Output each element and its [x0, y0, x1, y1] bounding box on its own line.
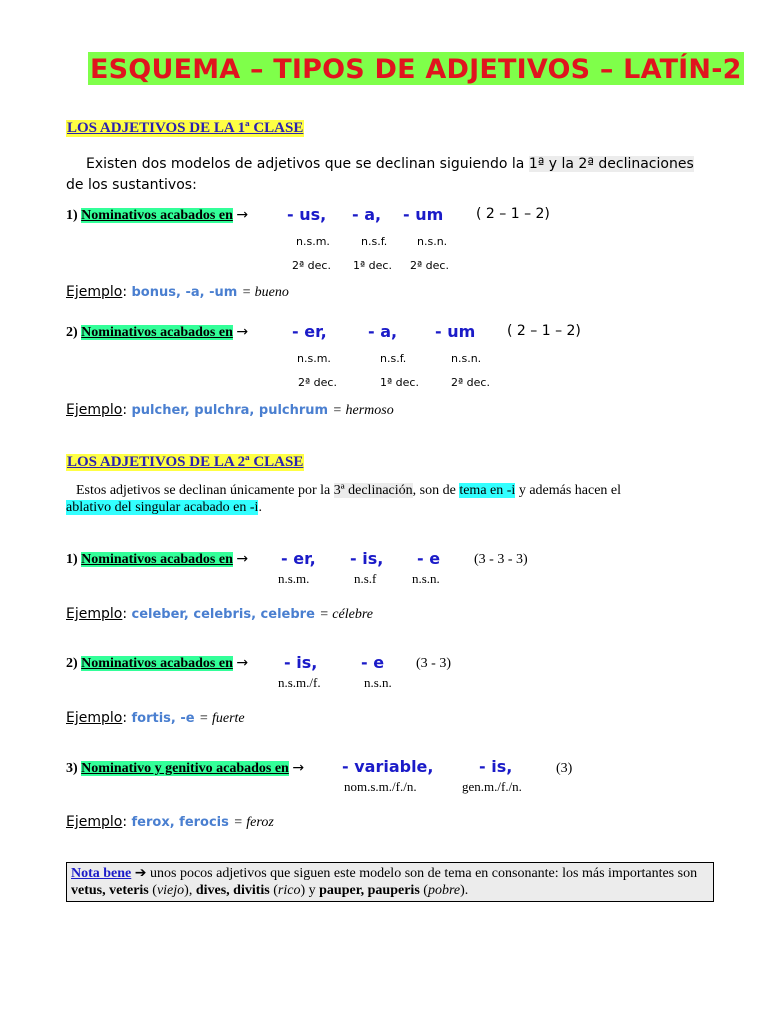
ending: - um	[435, 322, 476, 341]
declension-ratio: ( 2 – 1 – 2)	[507, 323, 581, 339]
ending: - er,	[292, 322, 327, 341]
model-label: Nominativos acabados en	[81, 552, 233, 567]
ending: - us,	[287, 205, 327, 224]
case-label: n.s.n.	[412, 571, 440, 586]
intro-text: Existen dos modelos de adjetivos que se declinan siguiendo la	[86, 156, 529, 172]
arrow-icon: →	[236, 207, 249, 223]
nota-meaning: rico	[277, 883, 301, 898]
model-1-2-label	[66, 324, 248, 341]
nota-meaning: pobre	[427, 883, 461, 898]
declension-ratio: ( 2 – 1 – 2)	[476, 206, 550, 222]
nota-bene-box: Nota bene ➔ unos pocos adjetivos que siguen este modelo son de tema en consonante: los más importantes son vetus, veteris (viejo), dives, divitis (rico) y pauper, pauperis (pobre).	[66, 862, 714, 902]
model-number: 2)	[66, 325, 78, 340]
declension-label: 1ª dec.	[353, 259, 392, 272]
ending: - er,	[281, 549, 316, 568]
case-label: n.s.n.	[451, 352, 482, 365]
declension-label: 2ª dec.	[298, 376, 337, 389]
model-label: Nominativos acabados en	[81, 325, 233, 340]
intro-highlight-third-declension: 3ª declinación	[333, 483, 413, 498]
example-meaning: = hermoso	[332, 403, 394, 418]
case-label: n.s.m.	[296, 235, 330, 248]
case-label: n.s.n.	[364, 675, 392, 690]
nota-word: dives, divitis	[195, 883, 270, 898]
ending: - is,	[350, 549, 384, 568]
example-label: Ejemplo	[66, 284, 123, 300]
example-label: Ejemplo	[66, 402, 123, 418]
intro-line-1	[86, 154, 694, 174]
intro-text: Estos adjetivos se declinan únicamente por la	[76, 483, 334, 498]
example-words: ferox, ferocis	[131, 815, 229, 830]
case-label: n.s.f.	[361, 235, 388, 248]
nota-word: pauper, pauperis	[319, 883, 420, 898]
declension-label: 2ª dec.	[410, 259, 449, 272]
nota-text: unos pocos adjetivos que siguen este modelo son de tema en consonante: los más importantes son	[146, 866, 698, 881]
intro-text: .	[258, 500, 262, 515]
model-label: Nominativos acabados en	[81, 208, 233, 223]
declension-label: 1ª dec.	[380, 376, 419, 389]
intro-text: y además hacen el	[515, 483, 622, 498]
intro-text: , son de	[412, 483, 460, 498]
example-label: Ejemplo	[66, 606, 123, 622]
model-label: Nominativo y genitivo acabados en	[81, 761, 289, 776]
example-line: Ejemplo: celeber, celebris, celebre = célebre	[66, 606, 373, 622]
intro-highlight-tema: tema en -i	[459, 483, 516, 498]
nota-bene-label: Nota bene	[71, 866, 132, 881]
model-2-1-label	[66, 551, 248, 568]
intro-line-2: de los sustantivos:	[66, 177, 197, 193]
case-label: n.s.m.	[297, 352, 331, 365]
ending: - e	[417, 549, 441, 568]
section-heading-second-class: LOS ADJETIVOS DE LA 2ª CLASE	[67, 454, 304, 470]
section-2-intro-line-1	[76, 482, 621, 499]
case-label: gen.m./f./n.	[462, 779, 522, 794]
ending: - um	[403, 205, 444, 224]
declension-ratio: (3 - 3 - 3)	[474, 552, 528, 567]
ending: - is,	[479, 757, 513, 776]
nota-meaning: viejo	[156, 883, 185, 898]
intro-highlight-declensions: 1ª y la 2ª declinaciones	[528, 156, 694, 172]
example-words: pulcher, pulchra, pulchrum	[131, 403, 329, 418]
example-label: Ejemplo	[66, 814, 123, 830]
ending: - a,	[352, 205, 382, 224]
example-words: celeber, celebris, celebre	[131, 607, 315, 622]
example-words: fortis, -e	[131, 711, 195, 726]
example-line: Ejemplo: bonus, -a, -um = bueno	[66, 284, 289, 300]
declension-ratio: (3 - 3)	[416, 656, 451, 671]
example-meaning: = bueno	[241, 285, 289, 300]
example-line: Ejemplo: ferox, ferocis = feroz	[66, 814, 274, 830]
example-label: Ejemplo	[66, 710, 123, 726]
ending: - variable,	[342, 757, 434, 776]
ending: - e	[361, 653, 385, 672]
declension-label: 2ª dec.	[292, 259, 331, 272]
model-label: Nominativos acabados en	[81, 656, 233, 671]
case-label: nom.s.m./f./n.	[344, 779, 417, 794]
ending: - is,	[284, 653, 318, 672]
model-number: 1)	[66, 552, 78, 567]
arrow-icon: →	[236, 655, 249, 671]
case-label: n.s.f	[354, 571, 377, 586]
nota-word: vetus, veteris	[71, 883, 149, 898]
example-meaning: = célebre	[319, 607, 373, 622]
example-line: Ejemplo: pulcher, pulchra, pulchrum = hermoso	[66, 402, 394, 418]
model-number: 2)	[66, 656, 78, 671]
model-1-1-label	[66, 207, 248, 224]
example-line: Ejemplo: fortis, -e = fuerte	[66, 710, 245, 726]
model-2-3-label	[66, 760, 304, 777]
example-meaning: = feroz	[233, 815, 274, 830]
case-label: n.s.m./f.	[278, 675, 321, 690]
intro-highlight-ablative: ablativo del singular acabado en -i	[66, 500, 259, 515]
arrow-icon: →	[236, 551, 249, 567]
case-label: n.s.m.	[278, 571, 310, 586]
section-2-intro-line-2	[66, 499, 262, 516]
model-number: 3)	[66, 761, 78, 776]
ending: - a,	[368, 322, 398, 341]
page-title: ESQUEMA – TIPOS DE ADJETIVOS – LATÍN-2	[90, 54, 742, 85]
model-2-2-label	[66, 655, 248, 672]
case-label: n.s.f.	[380, 352, 407, 365]
case-label: n.s.n.	[417, 235, 448, 248]
section-heading-first-class: LOS ADJETIVOS DE LA 1ª CLASE	[67, 120, 304, 136]
declension-label: 2ª dec.	[451, 376, 490, 389]
arrow-icon: ➔	[134, 865, 147, 881]
example-words: bonus, -a, -um	[131, 285, 238, 300]
model-number: 1)	[66, 208, 78, 223]
arrow-icon: →	[292, 760, 305, 776]
declension-ratio: (3)	[556, 761, 573, 776]
arrow-icon: →	[236, 324, 249, 340]
example-meaning: = fuerte	[199, 711, 245, 726]
